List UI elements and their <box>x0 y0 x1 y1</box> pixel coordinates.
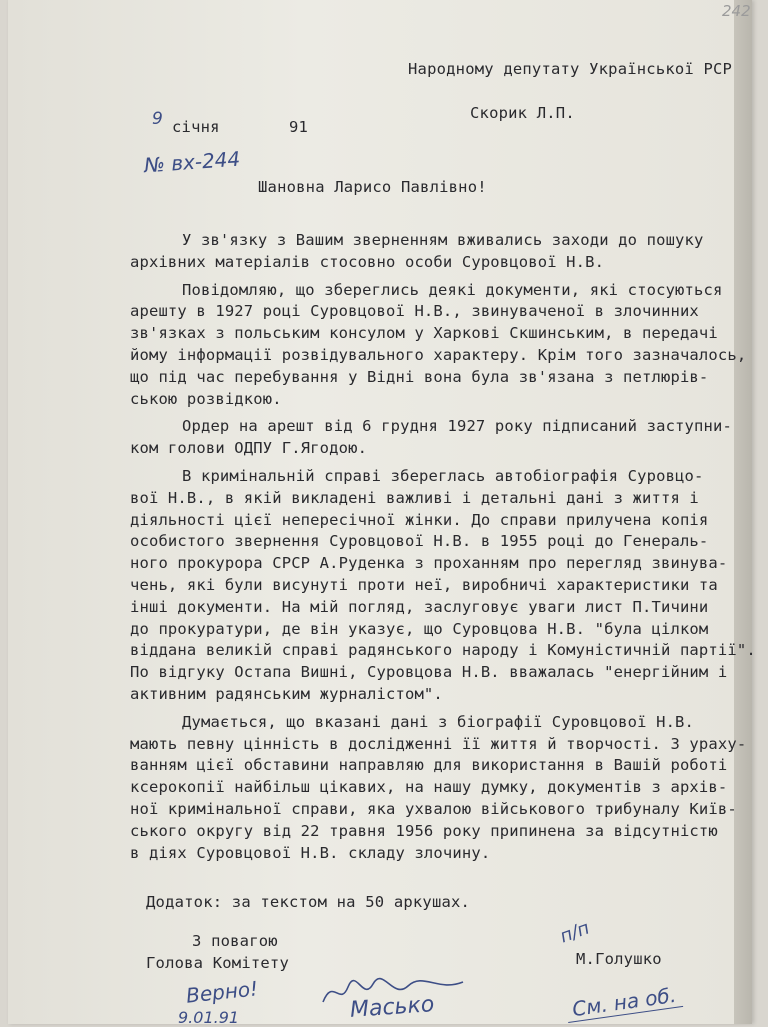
closing-position: Голова Комітету <box>146 954 289 972</box>
addressee-line-2: Скорик Л.П. <box>470 104 575 122</box>
paragraph-1: У зв'язку з Вашим зверненням вживались заходи до пошуку архівних матеріалів стосовно особи Суровцової Н.В. <box>130 231 704 271</box>
signer-name: М.Голушко <box>576 950 662 968</box>
signature-scribble-icon <box>318 972 468 1012</box>
paragraph-4: В кримінальній справі збереглась автобіографія Суровцо- вої Н.В., в якій викладені важливі і детальні дані з життя і діяльності цієї непересічної жінки. До справи прилучена копія особистого звернення Суровцової Н.В. в 1955 році до Генераль- ного прокурора СРСР А.Руденка з проханням про перегляд звинува- чень, які були висунуті проти неї, виробничі характеристики та інші документи. На мій погляд, заслуговує уваги лист П.Тичини до прокуратури, де він указує, що Суровцова Н.В. "була цілком віддана великій справі радянського народу і Комуністичній партії". По відгуку Остапа Вишні, Суровцова Н.В. вважалась "енергійним і активним радянським журналістом". <box>130 466 756 703</box>
handwritten-bottom-date: 9.01.91 <box>178 1008 240 1027</box>
handwritten-sign-mark: п/п <box>557 917 593 948</box>
salutation: Шановна Ларисо Павлівно! <box>258 178 487 196</box>
handwritten-page-number: 242 <box>722 2 751 20</box>
handwritten-verno: Верно! <box>184 976 260 1008</box>
closing-regards: З повагою <box>192 932 278 950</box>
handwritten-see-reverse: См. на об. <box>565 982 684 1023</box>
handwritten-signature: Масько <box>349 992 436 1023</box>
date-year: 91 <box>289 118 309 136</box>
handwritten-day: 9 <box>152 109 163 129</box>
letter-body <box>130 230 760 870</box>
addressee-line-1: Народному депутату Української РСР <box>408 60 733 78</box>
attachment-note: Додаток: за текстом на 50 аркушах. <box>146 893 471 911</box>
handwritten-registration-number: № вх-244 <box>143 146 241 178</box>
paragraph-5: Думається, що вказані дані з біографії Суровцової Н.В. мають певну цінність в дослідженні її життя й творчості. З ураху- ванням цієї обставини направляю для використання в Вашій роботі ксерокопії найбільш цікавих, на нашу думку, документів з архів- ної кримінальної справи, яка ухвалою військового трибуналу Київ- ського округу від 22 травня 1956 року припинена за відсутністю в діях Суровцової Н.В. складу злочину. <box>130 712 747 862</box>
paragraph-2: Повідомляю, що збереглись деякі документи, які стосуються арешту в 1927 році Суровцової Н.В., звинуваченої в злочинних зв'язках з польським консулом у Харкові Скшинським, в передачі йому інформації розвідувального характеру. Крім того зазначалось, що під час перебування у Відні вона була зв'язана з петлюрів- ською розвідкою. <box>130 280 747 408</box>
paragraph-3: Ордер на арешт від 6 грудня 1927 року підписаний заступни- ком голови ОДПУ Г.Ягодою. <box>130 417 732 458</box>
date-month: січня <box>172 118 220 136</box>
